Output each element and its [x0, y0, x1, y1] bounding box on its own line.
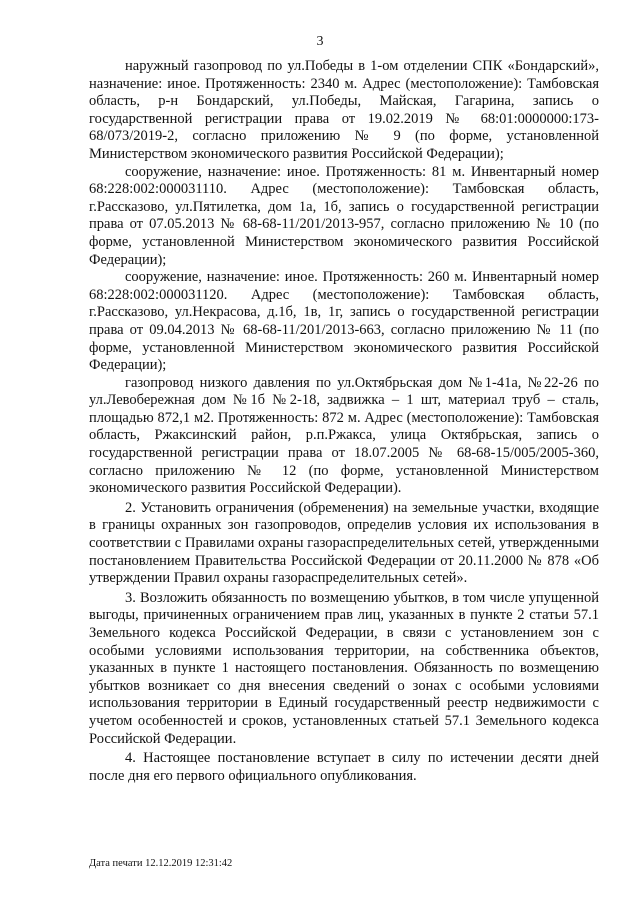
print-date-footer: Дата печати 12.12.2019 12:31:42 [89, 858, 233, 869]
paragraph-gas-pipeline-pobedy: наружный газопровод по ул.Победы в 1-ом отделении СПК «Бондарский», назначение: иное. Протяженность: 2340 м. Адрес (местоположение): Тамбовская область, р-н Бондарский, ул.Победы, Майская, Гагарина, запись о государственной регистрации права от 19.02.2019 № 68:01:0000000:173-68/073/2019-2, согласно приложению № 9 (по форме, установленной Министерством экономического развития Российской Федерации); [89, 58, 599, 162]
paragraph-structure-nekrasova: сооружение, назначение: иное. Протяженность: 260 м. Инвентарный номер 68:228:002:000031120. Адрес (местоположение): Тамбовская область, г.Рассказово, ул.Некрасова, д.1б, 1в, 1г, запись о государственной регистрации права от 09.04.2013 № 68-68-11/201/2013-663, согласно приложению № 11 (по форме, установленной Министерством экономического развития Российской Федерации); [89, 269, 599, 374]
document-body [89, 58, 599, 785]
paragraph-structure-pyatiletka: сооружение, назначение: иное. Протяженность: 81 м. Инвентарный номер 68:228:002:000031110. Адрес (местоположение): Тамбовская область, г.Рассказово, ул.Пятилетка, дом 1а, 1б, запись о государственной регистрации права от 07.05.2013 № 68-68-11/201/2013-957, согласно приложению № 10 (по форме, установленной Министерством экономического развития Российской Федерации); [89, 163, 599, 268]
page-number: 3 [316, 34, 324, 49]
paragraph-item-3: 3. Возложить обязанность по возмещению убытков, в том числе упущенной выгоды, причиненных ограничением прав лиц, указанных в пункте 2 статьи 57.1 Земельного кодекса Российской Федерации, в связи с установлением зон с особыми условиями использования территории, на собственника объектов, указанных в пункте 1 настоящего постановления. Обязанность по возмещению убытков возникает со дня внесения сведений о зонах с особыми условиями использования территории в Единый государственный реестр недвижимости с учетом особенностей и сроков, установленных статьей 57.1 Земельного кодекса Российской Федерации. [89, 589, 599, 747]
paragraph-low-pressure-pipeline: газопровод низкого давления по ул.Октябрьская дом №1-41а, №22-26 по ул.Левобережная дом №1б №2-18, задвижка – 1 шт, материал труб – сталь, площадью 872,1 м2. Протяженность: 872 м. Адрес (местоположение): Тамбовская область, Ржаксинский район, р.п.Ржакса, улица Октябрьская, запись о государственной регистрации права от 18.07.2005 № 68-68-15/005/2005-360, согласно приложению № 12 (по форме, установленной Министерством экономического развития Российской Федерации). [89, 374, 599, 497]
paragraph-item-4: 4. Настоящее постановление вступает в силу по истечении десяти дней после дня его первого официального опубликования. [89, 750, 599, 784]
paragraph-item-2: 2. Установить ограничения (обременения) на земельные участки, входящие в границы охранных зон газопроводов, определив условия их использования в соответствии с Правилами охраны газораспределительных сетей, утвержденными постановлением Правительства Российской Федерации от 20.11.2000 № 878 «Об утверждении Правил охраны газораспределительных сетей». [89, 499, 599, 587]
